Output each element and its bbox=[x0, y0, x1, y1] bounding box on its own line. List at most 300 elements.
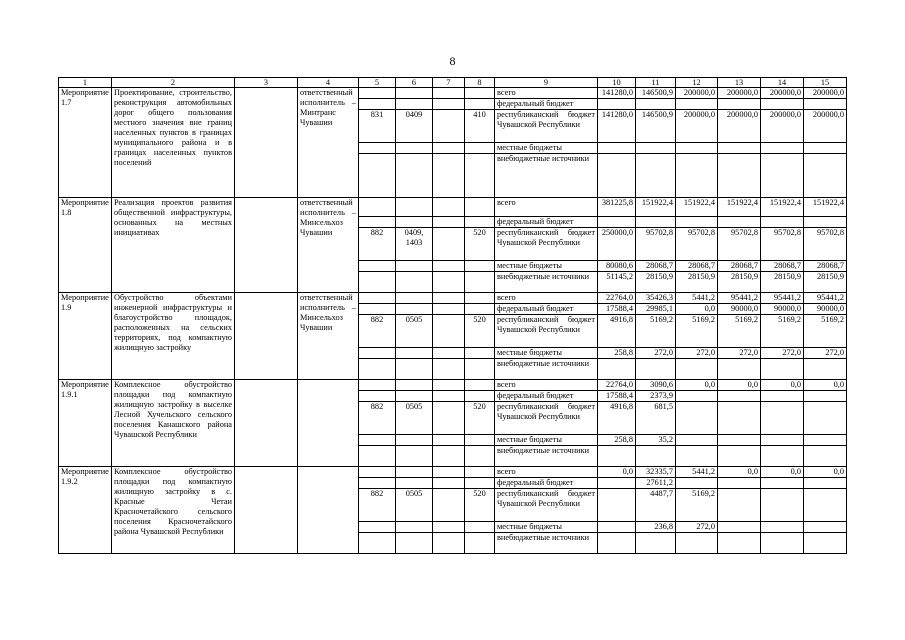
label-local: местные бюджеты bbox=[495, 522, 598, 533]
amount-cell: 28068,7 bbox=[804, 261, 847, 272]
label-federal: федеральный бюджет bbox=[495, 99, 598, 110]
amount-cell bbox=[718, 533, 761, 554]
amount-cell: 5441,2 bbox=[676, 467, 718, 478]
amount-cell: 51145,2 bbox=[598, 272, 636, 293]
code-cell-empty bbox=[396, 348, 433, 359]
code-cell-empty bbox=[396, 304, 433, 315]
code-cell-empty bbox=[465, 359, 495, 380]
amount-cell bbox=[676, 446, 718, 467]
amount-cell: 0,0 bbox=[718, 467, 761, 478]
goal-cell bbox=[235, 293, 298, 380]
amount-cell bbox=[761, 391, 804, 402]
amount-cell: 80080,6 bbox=[598, 261, 636, 272]
header-cell: 5 bbox=[359, 78, 396, 88]
amount-cell bbox=[676, 143, 718, 154]
amount-cell bbox=[761, 143, 804, 154]
amount-cell: 32335,7 bbox=[636, 467, 676, 478]
amount-cell: 5441,2 bbox=[676, 293, 718, 304]
measure-id: Мероприятие 1.9.1 bbox=[59, 380, 112, 467]
amount-cell: 28150,9 bbox=[676, 272, 718, 293]
label-extrabudget: внебюджетные источники bbox=[495, 154, 598, 198]
code-cell-empty bbox=[465, 522, 495, 533]
target-article-code bbox=[433, 228, 465, 261]
amount-cell: 151922,4 bbox=[718, 198, 761, 217]
code-cell-empty bbox=[465, 293, 495, 304]
amount-cell bbox=[636, 143, 676, 154]
amount-cell bbox=[804, 533, 847, 554]
amount-cell bbox=[676, 478, 718, 489]
amount-cell: 28068,7 bbox=[676, 261, 718, 272]
goal-cell bbox=[235, 380, 298, 467]
amount-cell: 22764,0 bbox=[598, 293, 636, 304]
amount-cell: 29985,1 bbox=[636, 304, 676, 315]
amount-cell: 5169,2 bbox=[636, 315, 676, 348]
label-republican: республиканский бюджет Чувашской Республики bbox=[495, 402, 598, 435]
code-cell-empty bbox=[433, 446, 465, 467]
code-cell-empty bbox=[396, 99, 433, 110]
label-republican: республиканский бюджет Чувашской Республики bbox=[495, 228, 598, 261]
amount-cell bbox=[718, 446, 761, 467]
page-number: 8 bbox=[449, 54, 456, 68]
amount-cell bbox=[718, 402, 761, 435]
amount-cell: 95441,2 bbox=[804, 293, 847, 304]
amount-cell bbox=[718, 217, 761, 228]
label-total: всего bbox=[495, 293, 598, 304]
label-extrabudget: внебюджетные источники bbox=[495, 446, 598, 467]
amount-cell: 0,0 bbox=[804, 380, 847, 391]
grbs-code: 882 bbox=[359, 402, 396, 435]
amount-cell: 95702,8 bbox=[761, 228, 804, 261]
label-total: всего bbox=[495, 380, 598, 391]
label-local: местные бюджеты bbox=[495, 435, 598, 446]
code-cell-empty bbox=[465, 467, 495, 478]
code-cell-empty bbox=[359, 533, 396, 554]
amount-cell bbox=[718, 154, 761, 198]
table-row bbox=[59, 467, 847, 478]
code-cell-empty bbox=[359, 154, 396, 198]
amount-cell bbox=[718, 478, 761, 489]
grbs-code: 882 bbox=[359, 228, 396, 261]
label-local: местные бюджеты bbox=[495, 143, 598, 154]
code-cell-empty bbox=[465, 261, 495, 272]
amount-cell bbox=[718, 359, 761, 380]
code-cell-empty bbox=[396, 154, 433, 198]
label-federal: федеральный бюджет bbox=[495, 217, 598, 228]
amount-cell bbox=[676, 99, 718, 110]
goal-cell bbox=[235, 88, 298, 198]
amount-cell bbox=[676, 533, 718, 554]
measure-id: Мероприятие 1.9.2 bbox=[59, 467, 112, 554]
code-cell-empty bbox=[359, 261, 396, 272]
amount-cell: 5169,2 bbox=[676, 489, 718, 522]
amount-cell bbox=[804, 478, 847, 489]
amount-cell bbox=[761, 478, 804, 489]
header-cell: 9 bbox=[495, 78, 598, 88]
grbs-code: 831 bbox=[359, 110, 396, 143]
code-cell-empty bbox=[396, 380, 433, 391]
measure-id: Мероприятие 1.7 bbox=[59, 88, 112, 198]
code-cell-empty bbox=[465, 446, 495, 467]
code-cell-empty bbox=[465, 304, 495, 315]
amount-cell: 28150,9 bbox=[718, 272, 761, 293]
amount-cell: 3090,6 bbox=[636, 380, 676, 391]
amount-cell: 272,0 bbox=[761, 348, 804, 359]
header-cell: 6 bbox=[396, 78, 433, 88]
code-cell-empty bbox=[465, 154, 495, 198]
header-cell: 2 bbox=[112, 78, 235, 88]
amount-cell bbox=[804, 522, 847, 533]
code-cell-empty bbox=[465, 272, 495, 293]
code-cell-empty bbox=[359, 478, 396, 489]
code-cell-empty bbox=[359, 272, 396, 293]
amount-cell: 200000,0 bbox=[718, 110, 761, 143]
code-cell-empty bbox=[465, 348, 495, 359]
amount-cell: 90000,0 bbox=[804, 304, 847, 315]
amount-cell bbox=[718, 489, 761, 522]
code-cell-empty bbox=[396, 522, 433, 533]
measure-id: Мероприятие 1.8 bbox=[59, 198, 112, 293]
label-extrabudget: внебюджетные источники bbox=[495, 533, 598, 554]
amount-cell: 17588,4 bbox=[598, 391, 636, 402]
target-article-code bbox=[433, 402, 465, 435]
executor-cell: ответственный исполнитель – Минсельхоз Чувашии bbox=[298, 198, 359, 293]
label-republican: республиканский бюджет Чувашской Республики bbox=[495, 110, 598, 143]
header-cell: 7 bbox=[433, 78, 465, 88]
amount-cell bbox=[761, 446, 804, 467]
amount-cell: 0,0 bbox=[598, 467, 636, 478]
code-cell-empty bbox=[433, 99, 465, 110]
amount-cell: 0,0 bbox=[761, 467, 804, 478]
code-cell-empty bbox=[396, 478, 433, 489]
header-cell: 3 bbox=[235, 78, 298, 88]
label-federal: федеральный бюджет bbox=[495, 304, 598, 315]
amount-cell bbox=[804, 402, 847, 435]
code-cell-empty bbox=[359, 217, 396, 228]
section-code: 0505 bbox=[396, 402, 433, 435]
code-cell-empty bbox=[359, 435, 396, 446]
target-article-code bbox=[433, 110, 465, 143]
amount-cell bbox=[718, 99, 761, 110]
amount-cell bbox=[676, 402, 718, 435]
code-cell-empty bbox=[433, 198, 465, 217]
amount-cell bbox=[804, 217, 847, 228]
code-cell-empty bbox=[396, 446, 433, 467]
header-cell: 15 bbox=[804, 78, 847, 88]
header-cell: 8 bbox=[465, 78, 495, 88]
amount-cell bbox=[761, 154, 804, 198]
header-cell: 1 bbox=[59, 78, 112, 88]
amount-cell bbox=[718, 522, 761, 533]
amount-cell bbox=[761, 359, 804, 380]
budget-table bbox=[58, 77, 847, 554]
code-cell-empty bbox=[359, 391, 396, 402]
code-cell-empty bbox=[433, 359, 465, 380]
amount-cell: 22764,0 bbox=[598, 380, 636, 391]
amount-cell bbox=[598, 154, 636, 198]
section-code: 0409 bbox=[396, 110, 433, 143]
code-cell-empty bbox=[433, 143, 465, 154]
code-cell-empty bbox=[396, 217, 433, 228]
target-article-code bbox=[433, 315, 465, 348]
amount-cell bbox=[761, 435, 804, 446]
code-cell-empty bbox=[396, 359, 433, 380]
measure-name: Проектирование, строительство, реконструкция автомобильных дорог общего пользования местного значения вне границ населенных пунктов в границах муниципального района и в границах населенных пунктов поселений bbox=[112, 88, 235, 198]
amount-cell bbox=[636, 533, 676, 554]
code-cell-empty bbox=[359, 380, 396, 391]
amount-cell bbox=[761, 533, 804, 554]
code-cell-empty bbox=[465, 533, 495, 554]
target-article-code bbox=[433, 489, 465, 522]
amount-cell bbox=[804, 359, 847, 380]
amount-cell bbox=[718, 143, 761, 154]
amount-cell: 146500,9 bbox=[636, 110, 676, 143]
amount-cell bbox=[676, 435, 718, 446]
label-federal: федеральный бюджет bbox=[495, 391, 598, 402]
expense-type-code: 520 bbox=[465, 315, 495, 348]
code-cell-empty bbox=[465, 435, 495, 446]
amount-cell bbox=[636, 217, 676, 228]
code-cell-empty bbox=[433, 88, 465, 99]
code-cell-empty bbox=[465, 217, 495, 228]
amount-cell: 146500,9 bbox=[636, 88, 676, 99]
amount-cell: 95702,8 bbox=[676, 228, 718, 261]
amount-cell: 200000,0 bbox=[761, 110, 804, 143]
code-cell-empty bbox=[359, 99, 396, 110]
amount-cell: 27611,2 bbox=[636, 478, 676, 489]
amount-cell: 272,0 bbox=[636, 348, 676, 359]
label-extrabudget: внебюджетные источники bbox=[495, 359, 598, 380]
header-cell: 4 bbox=[298, 78, 359, 88]
amount-cell bbox=[804, 446, 847, 467]
code-cell-empty bbox=[359, 304, 396, 315]
code-cell-empty bbox=[433, 293, 465, 304]
amount-cell: 200000,0 bbox=[804, 110, 847, 143]
table-body bbox=[59, 78, 847, 554]
amount-cell bbox=[598, 446, 636, 467]
amount-cell: 200000,0 bbox=[676, 88, 718, 99]
code-cell-empty bbox=[396, 293, 433, 304]
code-cell-empty bbox=[433, 154, 465, 198]
code-cell-empty bbox=[465, 88, 495, 99]
expense-type-code: 520 bbox=[465, 489, 495, 522]
amount-cell: 0,0 bbox=[804, 467, 847, 478]
amount-cell: 4487,7 bbox=[636, 489, 676, 522]
label-federal: федеральный бюджет bbox=[495, 478, 598, 489]
goal-cell bbox=[235, 198, 298, 293]
amount-cell: 0,0 bbox=[676, 380, 718, 391]
amount-cell bbox=[804, 435, 847, 446]
amount-cell: 28150,9 bbox=[761, 272, 804, 293]
code-cell-empty bbox=[433, 391, 465, 402]
code-cell-empty bbox=[359, 467, 396, 478]
amount-cell: 4916,8 bbox=[598, 315, 636, 348]
amount-cell: 5169,2 bbox=[804, 315, 847, 348]
amount-cell: 95702,8 bbox=[718, 228, 761, 261]
amount-cell: 95441,2 bbox=[761, 293, 804, 304]
amount-cell bbox=[804, 143, 847, 154]
code-cell-empty bbox=[396, 435, 433, 446]
amount-cell: 272,0 bbox=[676, 348, 718, 359]
amount-cell: 95702,8 bbox=[636, 228, 676, 261]
section-code: 0505 bbox=[396, 315, 433, 348]
code-cell-empty bbox=[433, 467, 465, 478]
amount-cell: 2373,9 bbox=[636, 391, 676, 402]
amount-cell: 151922,4 bbox=[761, 198, 804, 217]
code-cell-empty bbox=[359, 198, 396, 217]
amount-cell: 258,8 bbox=[598, 348, 636, 359]
table-row bbox=[59, 88, 847, 99]
amount-cell: 0,0 bbox=[676, 304, 718, 315]
amount-cell: 141280,0 bbox=[598, 110, 636, 143]
amount-cell bbox=[598, 143, 636, 154]
amount-cell bbox=[804, 391, 847, 402]
code-cell-empty bbox=[433, 380, 465, 391]
label-local: местные бюджеты bbox=[495, 261, 598, 272]
code-cell-empty bbox=[433, 304, 465, 315]
amount-cell bbox=[761, 402, 804, 435]
measure-name: Обустройство объектами инженерной инфраструктуры и благоустройство площадок, расположенных на сельских территориях, под компактную жилищную застройку bbox=[112, 293, 235, 380]
amount-cell: 95702,8 bbox=[804, 228, 847, 261]
code-cell-empty bbox=[396, 467, 433, 478]
header-cell: 14 bbox=[761, 78, 804, 88]
executor-cell: ответственный исполнитель – Минсельхоз Чувашии bbox=[298, 293, 359, 380]
amount-cell: 200000,0 bbox=[676, 110, 718, 143]
executor-cell bbox=[298, 380, 359, 467]
amount-cell bbox=[598, 99, 636, 110]
code-cell-empty bbox=[396, 391, 433, 402]
amount-cell bbox=[598, 489, 636, 522]
code-cell-empty bbox=[465, 143, 495, 154]
header-cell: 10 bbox=[598, 78, 636, 88]
amount-cell bbox=[636, 446, 676, 467]
amount-cell: 141280,0 bbox=[598, 88, 636, 99]
amount-cell bbox=[718, 435, 761, 446]
goal-cell bbox=[235, 467, 298, 554]
code-cell-empty bbox=[465, 391, 495, 402]
expense-type-code: 520 bbox=[465, 228, 495, 261]
table-row bbox=[59, 198, 847, 217]
label-local: местные бюджеты bbox=[495, 348, 598, 359]
amount-cell bbox=[761, 99, 804, 110]
amount-cell bbox=[598, 533, 636, 554]
amount-cell bbox=[598, 522, 636, 533]
section-code: 0409, 1403 bbox=[396, 228, 433, 261]
amount-cell: 35426,3 bbox=[636, 293, 676, 304]
amount-cell: 28150,9 bbox=[804, 272, 847, 293]
expense-type-code: 410 bbox=[465, 110, 495, 143]
grbs-code: 882 bbox=[359, 315, 396, 348]
code-cell-empty bbox=[359, 446, 396, 467]
amount-cell: 272,0 bbox=[676, 522, 718, 533]
code-cell-empty bbox=[433, 261, 465, 272]
amount-cell: 381225,8 bbox=[598, 198, 636, 217]
amount-cell: 4916,8 bbox=[598, 402, 636, 435]
section-code: 0505 bbox=[396, 489, 433, 522]
amount-cell bbox=[598, 217, 636, 228]
code-cell-empty bbox=[433, 348, 465, 359]
amount-cell bbox=[804, 99, 847, 110]
grbs-code: 882 bbox=[359, 489, 396, 522]
table-row bbox=[59, 380, 847, 391]
amount-cell bbox=[636, 99, 676, 110]
amount-cell: 200000,0 bbox=[718, 88, 761, 99]
amount-cell bbox=[598, 478, 636, 489]
amount-cell bbox=[761, 489, 804, 522]
amount-cell: 250000,0 bbox=[598, 228, 636, 261]
amount-cell: 681,5 bbox=[636, 402, 676, 435]
code-cell-empty bbox=[433, 522, 465, 533]
code-cell-empty bbox=[465, 99, 495, 110]
amount-cell: 0,0 bbox=[761, 380, 804, 391]
amount-cell: 5169,2 bbox=[718, 315, 761, 348]
code-cell-empty bbox=[396, 198, 433, 217]
header-row bbox=[59, 78, 847, 88]
amount-cell bbox=[598, 359, 636, 380]
measure-name: Комплексное обустройство площадки под компактную жилищную застройку в с. Красные Четаи Красночетайского сельского поселения Красночетайского района Чувашской Республики bbox=[112, 467, 235, 554]
label-republican: республиканский бюджет Чувашской Республики bbox=[495, 315, 598, 348]
amount-cell: 200000,0 bbox=[804, 88, 847, 99]
code-cell-empty bbox=[465, 380, 495, 391]
amount-cell: 272,0 bbox=[718, 348, 761, 359]
code-cell-empty bbox=[433, 533, 465, 554]
label-total: всего bbox=[495, 198, 598, 217]
amount-cell: 28068,7 bbox=[636, 261, 676, 272]
amount-cell: 151922,4 bbox=[676, 198, 718, 217]
amount-cell: 28150,9 bbox=[636, 272, 676, 293]
amount-cell bbox=[676, 391, 718, 402]
amount-cell: 90000,0 bbox=[718, 304, 761, 315]
code-cell-empty bbox=[396, 143, 433, 154]
code-cell-empty bbox=[396, 533, 433, 554]
label-total: всего bbox=[495, 467, 598, 478]
code-cell-empty bbox=[359, 143, 396, 154]
amount-cell bbox=[636, 359, 676, 380]
amount-cell: 151922,4 bbox=[636, 198, 676, 217]
amount-cell: 151922,4 bbox=[804, 198, 847, 217]
amount-cell: 258,8 bbox=[598, 435, 636, 446]
amount-cell: 95441,2 bbox=[718, 293, 761, 304]
header-cell: 11 bbox=[636, 78, 676, 88]
code-cell-empty bbox=[433, 478, 465, 489]
code-cell-empty bbox=[359, 88, 396, 99]
label-extrabudget: внебюджетные источники bbox=[495, 272, 598, 293]
code-cell-empty bbox=[433, 435, 465, 446]
code-cell-empty bbox=[359, 522, 396, 533]
measure-name: Реализация проектов развития общественной инфраструктуры, основанных на местных инициативах bbox=[112, 198, 235, 293]
amount-cell: 5169,2 bbox=[676, 315, 718, 348]
amount-cell bbox=[804, 489, 847, 522]
measure-id: Мероприятие 1.9 bbox=[59, 293, 112, 380]
label-total: всего bbox=[495, 88, 598, 99]
amount-cell: 5169,2 bbox=[761, 315, 804, 348]
code-cell-empty bbox=[465, 478, 495, 489]
amount-cell bbox=[636, 154, 676, 198]
label-republican: республиканский бюджет Чувашской Республики bbox=[495, 489, 598, 522]
amount-cell: 28068,7 bbox=[761, 261, 804, 272]
amount-cell: 17588,4 bbox=[598, 304, 636, 315]
amount-cell bbox=[676, 217, 718, 228]
amount-cell bbox=[676, 359, 718, 380]
header-cell: 13 bbox=[718, 78, 761, 88]
amount-cell: 200000,0 bbox=[761, 88, 804, 99]
code-cell-empty bbox=[433, 217, 465, 228]
code-cell-empty bbox=[396, 88, 433, 99]
table-row bbox=[59, 293, 847, 304]
amount-cell: 28068,7 bbox=[718, 261, 761, 272]
code-cell-empty bbox=[359, 348, 396, 359]
amount-cell: 272,0 bbox=[804, 348, 847, 359]
amount-cell: 236,8 bbox=[636, 522, 676, 533]
